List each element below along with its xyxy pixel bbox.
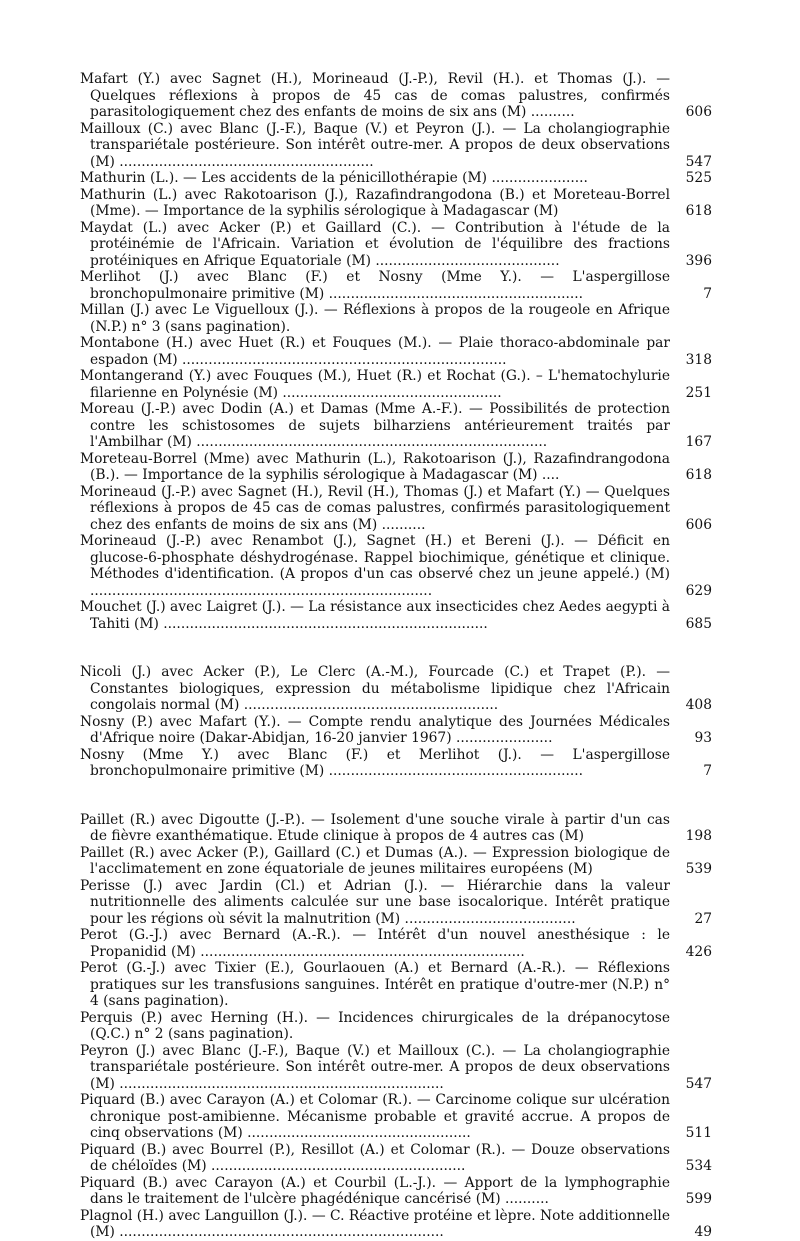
- index-entry: [80, 1207, 712, 1241]
- entry-text: Millan (J.) avec Le Viguelloux (J.). — Réflexions à propos de la rougeole en Afrique (N.P.) n° 3 (sans pagination).: [80, 302, 670, 335]
- entry-page-number: 599: [685, 1191, 712, 1207]
- index-entry: [80, 664, 712, 714]
- entry-text: Plagnol (H.) avec Languillon (J.). — C. Réactive protéine et lèpre. Note additionnelle (M) ..........................................................................: [80, 1207, 670, 1240]
- entry-page-number: 547: [685, 153, 712, 170]
- index-entry: [80, 844, 712, 878]
- index-section-m: [0, 71, 800, 632]
- index-entry: [80, 219, 712, 270]
- entry-text: Morineaud (J.-P.) avec Renambot (J.), Sagnet (H.) et Bereni (J.). — Déficit en glucose-6-phosphate déshydrogénase. Rappel biochimique, génétique et clinique. Méthodes d'identification. (A propos d'un cas observé chez un jeune appelé.) (M) ..............................................................................: [80, 533, 670, 599]
- entry-text: Perot (G.-J.) avec Bernard (A.-R.). — Intérêt d'un nouvel anesthésique : le Propanidid (M) ..........................................................................: [80, 927, 670, 960]
- entry-text: Piquard (B.) avec Carayon (A.) et Colomar (R.). — Carcinome colique sur ulcération chronique post-amibienne. Mécanisme probable et gravité accrue. A propos de cinq observations (M) ...................................................: [80, 1092, 670, 1141]
- entry-page-number: 7: [703, 285, 712, 302]
- index-entry: [80, 746, 712, 780]
- entry-page-number: 618: [685, 203, 712, 219]
- entry-page-number: 318: [685, 351, 712, 368]
- entry-page-number: 408: [685, 697, 712, 713]
- entry-text: Perisse (J.) avec Jardin (Cl.) et Adrian (J.). — Hiérarchie dans la valeur nutritionnelle des aliments calculée sur une base isocalorique. Intérêt pratique pour les régions où sévit la malnutrition (M) .......................................: [80, 877, 670, 927]
- index-entry: [80, 713, 712, 747]
- entry-page-number: 685: [685, 615, 712, 632]
- index-entry: [80, 877, 712, 928]
- index-entry: [80, 401, 712, 451]
- entry-text: Montangerand (Y.) avec Fouques (M.), Huet (R.) et Rochat (G.). – L'hematochylurie filarienne en Polynésie (M) ..................................................: [80, 368, 670, 401]
- entry-text: Piquard (B.) avec Bourrel (P.), Resillot (A.) et Colomar (R.). — Douze observations de chéloïdes (M) ..........................................................: [80, 1141, 670, 1174]
- section-gap: [0, 780, 800, 812]
- entry-page-number: 525: [685, 170, 712, 186]
- entry-page-number: 511: [685, 1125, 712, 1141]
- index-section-n: [0, 664, 800, 780]
- entry-text: Mailloux (C.) avec Blanc (J.-F.), Baque (V.) et Peyron (J.). — La cholangiographie transpariétale postérieure. Son intérêt outre-mer. A propos de deux observations (M) ..........................................................: [80, 120, 670, 170]
- entry-page-number: 49: [694, 1224, 712, 1240]
- entry-text: Paillet (R.) avec Acker (P.), Gaillard (C.) et Dumas (A.). — Expression biologique de l'acclimatement en zone équatoriale de jeunes militaires européens (M): [80, 844, 670, 877]
- index-entry: [80, 927, 712, 960]
- entry-page-number: 426: [685, 943, 712, 960]
- entry-page-number: 93: [694, 730, 712, 746]
- entry-text: Nosny (Mme Y.) avec Blanc (F.) et Merlihot (J.). — L'aspergillose bronchopulmonaire primitive (M) ..........................................................: [80, 746, 670, 779]
- index-entry: [80, 302, 670, 335]
- entry-page-number: 167: [685, 434, 712, 450]
- entry-text: Nicoli (J.) avec Acker (P.), Le Clerc (A.-M.), Fourcade (C.) et Trapet (P.). — Constantes biologiques, expression du métabolisme lipidique chez l'Africain congolais normal (M) ..........................................................: [80, 664, 670, 713]
- index-entry: [80, 450, 712, 484]
- index-entry: [80, 1042, 712, 1093]
- entry-text: Morineaud (J.-P.) avec Sagnet (H.), Revil (H.), Thomas (J.) et Mafart (Y.) — Quelques réflexions à propos de 45 cas de comas palustres, confirmés parasitologiquement chez des enfants de moins de six ans (M) ..........: [80, 483, 670, 533]
- entry-text: Paillet (R.) avec Digoutte (J.-P.). — Isolement d'une souche virale à partir d'un cas de fièvre exanthématique. Etude clinique à propos de 4 autres cas (M): [80, 811, 670, 844]
- entry-page-number: 618: [685, 467, 712, 483]
- index-entry: [80, 170, 712, 187]
- section-gap: [0, 632, 800, 664]
- entry-page-number: 396: [685, 252, 712, 269]
- index-entry: [80, 368, 712, 401]
- index-entry: [80, 811, 712, 845]
- entry-page-number: 534: [685, 1158, 712, 1174]
- entry-text: Perquis (P.) avec Herning (H.). — Incidences chirurgicales de la drépanocytose (Q.C.) n° 2 (sans pagination).: [80, 1009, 670, 1042]
- index-entry: [80, 120, 712, 171]
- entry-text: Peyron (J.) avec Blanc (J.-F.), Baque (V.) et Mailloux (C.). — La cholangiographie transpariétale postérieure. Son intérêt outre-mer. A propos de deux observations (M) ..........................................................................: [80, 1042, 670, 1092]
- entry-text: Mafart (Y.) avec Sagnet (H.), Morineaud (J.-P.), Revil (H.). et Thomas (J.). — Quelques réflexions à propos de 45 cas de comas palustres, confirmés parasitologiquement chez des enfants de moins de six ans (M) ..........: [80, 71, 670, 120]
- entry-page-number: 547: [685, 1075, 712, 1092]
- index-entry: [80, 186, 712, 220]
- entry-page-number: 251: [685, 384, 712, 401]
- entry-page-number: 27: [694, 910, 712, 927]
- entry-page-number: 606: [685, 516, 712, 533]
- index-entry: [80, 1010, 670, 1043]
- entry-text: Mouchet (J.) avec Laigret (J.). — La résistance aux insecticides chez Aedes aegypti à Tahiti (M) ..........................................................................: [80, 599, 670, 632]
- entry-text: Perot (G.-J.) avec Tixier (E.), Gourlaouen (A.) et Bernard (A.-R.). — Réflexions pratiques sur les transfusions sanguines. Intérêt en pratique d'outre-mer (N.P.) n° 4 (sans pagination).: [80, 960, 670, 1009]
- entry-page-number: 198: [685, 828, 712, 844]
- entry-text: Maydat (L.) avec Acker (P.) et Gaillard (C.). — Contribution à l'étude de la protéinémie de l'Africain. Variation et évolution de l'équilibre des fractions protéiniques en Afrique Equatoriale (M) ..........................................: [80, 219, 670, 269]
- index-entry: [80, 269, 712, 302]
- index-entry: [80, 599, 712, 632]
- entry-text: Mathurin (L.). — Les accidents de la pénicillothérapie (M) ......................: [80, 170, 588, 186]
- entry-page-number: 629: [685, 582, 712, 599]
- index-entry: [80, 483, 712, 534]
- index-entry: [80, 1092, 712, 1142]
- entry-text: Montabone (H.) avec Huet (R.) et Fouques (M.). — Plaie thoraco-abdominale par espadon (M) ..........................................................................: [80, 335, 670, 368]
- index-section-p: [0, 812, 800, 1241]
- index-entry: [80, 335, 712, 368]
- entry-text: Piquard (B.) avec Carayon (A.) et Courbil (L.-J.). — Apport de la lymphographie dans le traitement de l'ulcère phagédénique cancérisé (M) ..........: [80, 1174, 670, 1207]
- index-entry: [80, 1141, 712, 1175]
- entry-text: Moreau (J.-P.) avec Dodin (A.) et Damas (Mme A.-F.). — Possibilités de protection contre les schistosomes de sujets bilharziens antérieurement traités par l'Ambilhar (M) ................................................................................: [80, 401, 670, 450]
- entry-page-number: 7: [703, 763, 712, 779]
- index-entry: [80, 533, 712, 599]
- index-entry: [80, 71, 712, 121]
- entry-text: Merlihot (J.) avec Blanc (F.) et Nosny (Mme Y.). — L'aspergillose bronchopulmonaire primitive (M) ..........................................................: [80, 269, 670, 302]
- entry-page-number: 539: [685, 861, 712, 877]
- entry-text: Nosny (P.) avec Mafart (Y.). — Compte rendu analytique des Journées Médicales d'Afrique noire (Dakar-Abidjan, 16-20 janvier 1967) ......................: [80, 713, 670, 746]
- entry-text: Mathurin (L.) avec Rakotoarison (J.), Razafindrangodona (B.) et Moreteau-Borrel (Mme). — Importance de la syphilis sérologique à Madagascar (M): [80, 186, 670, 219]
- index-entry: [80, 960, 670, 1010]
- index-entry: [80, 1174, 712, 1208]
- entry-page-number: 606: [685, 104, 712, 120]
- entry-text: Moreteau-Borrel (Mme) avec Mathurin (L.), Rakotoarison (J.), Razafindrangodona (B.). — Importance de la syphilis sérologique à Madagascar (M) ....: [80, 450, 670, 483]
